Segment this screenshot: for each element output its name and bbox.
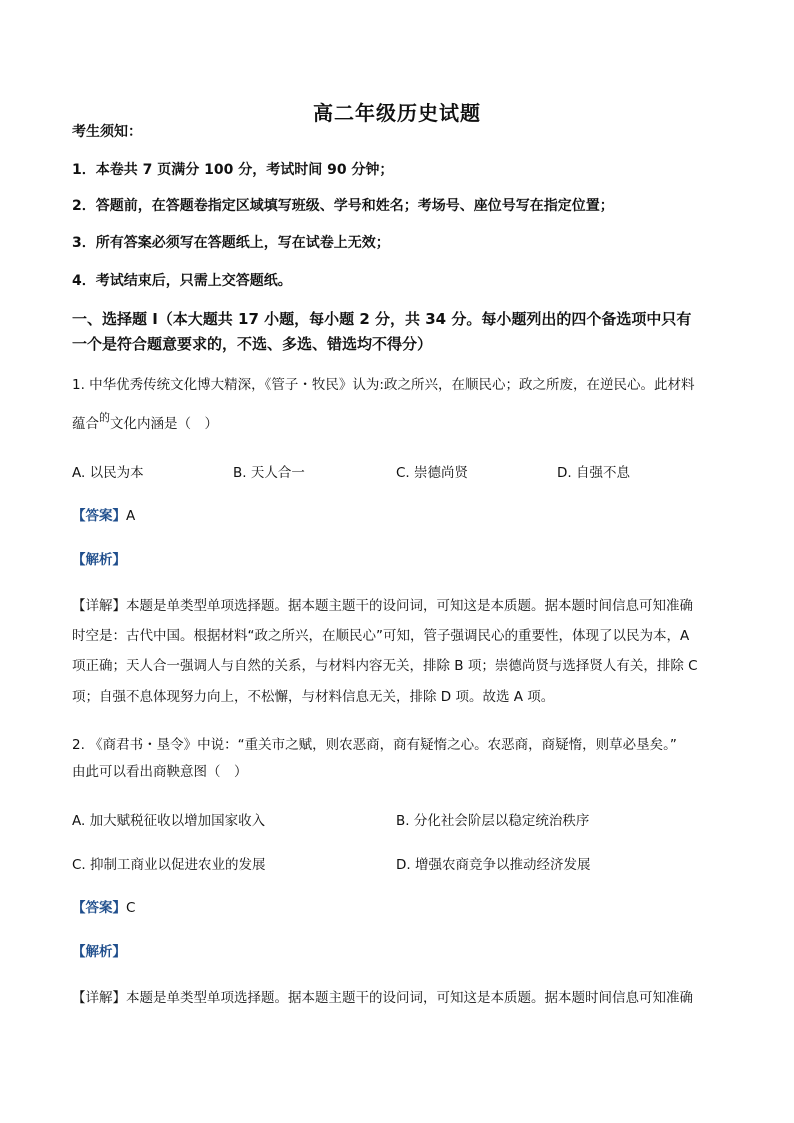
q1-stem-line-1: 1. 中华优秀传统文化博大精深，《管子・牧民》认为:政之所兴，在顺民心；政之所废，在逆民心。此材料: [72, 377, 695, 393]
q1-detail-line-3: 项正确；天人合一强调人与自然的关系，与材料内容无关，排除 B 项；崇德尚贤与选择贤人有关，排除 C: [72, 658, 698, 674]
q1-stem-pre: 蕴合: [72, 416, 99, 432]
q1-option-b: B. 天人合一: [233, 465, 305, 481]
notice-item-2: 2．答题前，在答题卷指定区域填写班级、学号和姓名；考场号、座位号写在指定位置；: [72, 198, 614, 214]
section-heading-line-1: 一、选择题 I（本大题共 17 小题，每小题 2 分，共 34 分。每小题列出的四个备选项中只有: [72, 310, 692, 328]
q1-answer: [72, 506, 732, 526]
q1-option-a: A. 以民为本: [72, 465, 144, 481]
q2-option-d: D. 增强农商竞争以推动经济发展: [396, 857, 591, 873]
analysis-label: 【解析】: [72, 944, 126, 960]
q1-stem-sup: 的: [99, 411, 110, 424]
q2-analysis: [72, 942, 732, 962]
analysis-label: 【解析】: [72, 552, 126, 568]
section-heading-line-2: 一个是符合题意要求的，不选、多选、错选均不得分）: [72, 335, 433, 353]
q2-option-c: C. 抑制工商业以促进农业的发展: [72, 857, 266, 873]
answer-label: 【答案】: [72, 900, 126, 916]
notice-item-3: 3．所有答案必须写在答题纸上，写在试卷上无效；: [72, 235, 390, 251]
answer-value: A: [126, 508, 136, 524]
q2-stem-line-1: 2. 《商君书・垦令》中说：“重关市之赋，则农恶商，商有疑惰之心。农恶商，商疑惰，则草必垦矣。”: [72, 737, 677, 753]
answer-value: C: [126, 900, 136, 916]
q2-detail-line-1: 【详解】本题是单类型单项选择题。据本题主题干的设问词，可知这是本质题。据本题时间信息可知准确: [72, 990, 693, 1006]
q1-stem-line-2: [72, 411, 732, 435]
q1-detail-line-2: 时空是：古代中国。根据材料“政之所兴，在顺民心”可知，管子强调民心的重要性，体现了以民为本，A: [72, 628, 690, 644]
q2-option-b: B. 分化社会阶层以稳定统治秩序: [396, 813, 590, 829]
notice-item-1: 1．本卷共 7 页满分 100 分，考试时间 90 分钟；: [72, 162, 394, 178]
notice-heading: 考生须知：: [72, 124, 142, 140]
notice-item-4: 4．考试结束后，只需上交答题纸。: [72, 273, 292, 289]
q2-option-a: A. 加大赋税征收以增加国家收入: [72, 813, 266, 829]
q2-stem-line-2: 由此可以看出商鞅意图（ ）: [72, 764, 248, 780]
q1-stem-post: 文化内涵是（ ）: [110, 416, 218, 432]
q1-option-c: C. 崇德尚贤: [396, 465, 469, 481]
q2-answer: [72, 898, 732, 918]
q1-detail-line-4: 项；自强不息体现努力向上，不松懈，与材料信息无关，排除 D 项。故选 A 项。: [72, 689, 555, 705]
page-title: 高二年级历史试题: [313, 101, 481, 125]
q1-analysis: [72, 550, 732, 570]
q1-option-d: D. 自强不息: [557, 465, 630, 481]
q1-detail-line-1: 【详解】本题是单类型单项选择题。据本题主题干的设问词，可知这是本质题。据本题时间信息可知准确: [72, 598, 693, 614]
answer-label: 【答案】: [72, 508, 126, 524]
